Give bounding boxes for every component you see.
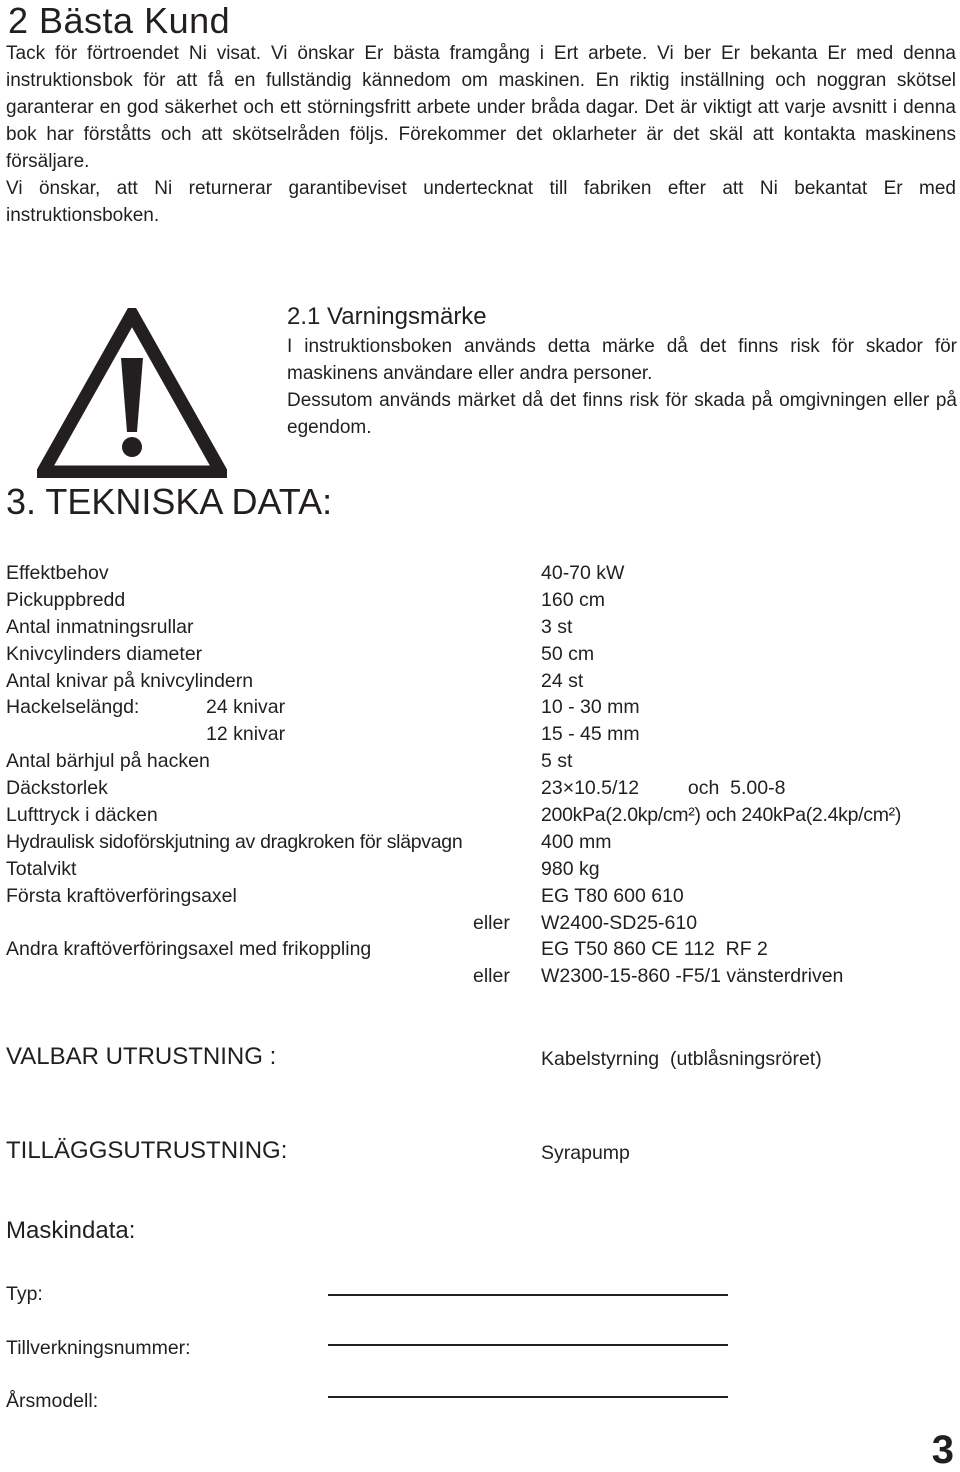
warning-paragraph: I instruktionsboken används detta märke då det finns risk för skador för maskinens användare eller andra personer. xyxy=(287,336,957,384)
accessory-label: TILLÄGGSUTRUSTNING: xyxy=(6,1137,288,1164)
spec-value: W2400-SD25-610 xyxy=(541,911,698,934)
serial-number-label: Tillverkningsnummer: xyxy=(6,1337,191,1359)
spec-value: W2300-15-860 -F5/1 vänsterdriven xyxy=(541,965,844,988)
spec-value: 5 st xyxy=(541,750,573,773)
spec-row xyxy=(6,802,958,829)
spec-row xyxy=(6,694,958,721)
tech-data-table xyxy=(6,560,958,990)
spec-value: 23×10.5/12 och 5.00-8 xyxy=(541,777,786,800)
accessory-value: Syrapump xyxy=(541,1142,630,1164)
spec-row xyxy=(6,856,958,883)
spec-row xyxy=(6,963,958,990)
spec-value: 160 cm xyxy=(541,588,605,611)
spec-label: Första kraftöverföringsaxel xyxy=(6,884,237,907)
spec-sublabel: eller xyxy=(473,911,510,934)
spec-sublabel: 12 knivar xyxy=(206,723,286,746)
spec-row xyxy=(6,560,958,587)
spec-value: 24 st xyxy=(541,669,584,692)
spec-value: 10 - 30 mm xyxy=(541,696,640,719)
spec-row xyxy=(6,614,958,641)
spec-row xyxy=(6,829,958,856)
spec-row xyxy=(6,748,958,775)
serial-number-line xyxy=(328,1344,728,1346)
spec-label: Effektbehov xyxy=(6,562,109,584)
spec-label: Däckstorlek xyxy=(6,777,108,800)
model-year-line xyxy=(328,1396,728,1398)
spec-label: Hackelselängd: xyxy=(6,696,140,719)
machine-data-title: Maskindata: xyxy=(6,1217,136,1244)
warning-triangle-icon xyxy=(37,308,227,478)
spec-label: Knivcylinders diameter xyxy=(6,642,203,665)
spec-value: 3 st xyxy=(541,615,573,638)
page-heading: 2 Bästa Kund xyxy=(8,0,231,41)
spec-label: Hydraulisk sidoförskjutning av dragkroken för släpvagn xyxy=(6,830,463,853)
spec-row xyxy=(6,668,958,695)
spec-label: Andra kraftöverföringsaxel med frikoppling xyxy=(6,938,372,961)
spec-value: 400 mm xyxy=(541,830,612,853)
spec-label: Pickuppbredd xyxy=(6,588,126,611)
spec-value: EG T80 600 610 xyxy=(541,884,684,907)
intro-text xyxy=(6,40,956,229)
spec-value: 15 - 45 mm xyxy=(541,723,640,746)
spec-label: Lufttryck i däcken xyxy=(6,804,158,827)
spec-row xyxy=(6,883,958,910)
optional-equipment-value: Kabelstyrning (utblåsningsröret) xyxy=(541,1048,822,1070)
intro-paragraph: Tack för förtroendet Ni visat. Vi önskar Er bästa framgång i Ert arbete. Vi ber Er bekanta Er med denna instruktionsbok för att få en fullständig kännedom om maskinen. En riktig inställning och noggran skötsel garanterar en god säkerhet och ett störningsfritt arbete under bråda dagar. Det är viktigt att varje avsnitt i denna bok har förståtts och att skötselråden följs. Förekommer det oklarheter är det skäl att kontakta maskinens försäljare. xyxy=(6,43,956,172)
spec-value: 40-70 kW xyxy=(541,562,625,584)
spec-value: 200kPa(2.0kp/cm²) och 240kPa(2.4kp/cm²) xyxy=(541,804,902,827)
spec-label: Antal bärhjul på hacken xyxy=(6,750,210,773)
spec-value: EG T50 860 CE 112 RF 2 xyxy=(541,938,768,961)
spec-label: Antal knivar på knivcylindern xyxy=(6,669,254,692)
spec-row xyxy=(6,721,958,748)
page-number: 3 xyxy=(931,1428,954,1472)
spec-row xyxy=(6,936,958,963)
spec-value: 50 cm xyxy=(541,642,595,665)
machine-type-line xyxy=(328,1294,728,1296)
spec-label: Antal inmatningsrullar xyxy=(6,615,194,638)
spec-sublabel: 24 knivar xyxy=(206,696,286,719)
spec-row xyxy=(6,641,958,668)
machine-type-label: Typ: xyxy=(6,1283,43,1305)
optional-equipment-label: VALBAR UTRUSTNING : xyxy=(6,1043,277,1070)
spec-row xyxy=(6,587,958,614)
spec-value: 980 kg xyxy=(541,857,600,880)
model-year-label: Årsmodell: xyxy=(6,1390,99,1412)
intro-paragraph: Vi önskar, att Ni returnerar garantibeviset undertecknat till fabriken efter att Ni bekantat Er med instruktionsboken. xyxy=(6,178,956,226)
warning-text xyxy=(287,333,957,441)
spec-row xyxy=(6,775,958,802)
spec-label: Totalvikt xyxy=(6,857,77,880)
tech-data-title: 3. TEKNISKA DATA: xyxy=(6,481,333,522)
warning-paragraph: Dessutom används märket då det finns risk för skada på omgivningen eller på egendom. xyxy=(287,390,957,438)
spec-row xyxy=(6,910,958,937)
warning-section-title: 2.1 Varningsmärke xyxy=(287,303,487,330)
spec-sublabel: eller xyxy=(473,965,510,988)
